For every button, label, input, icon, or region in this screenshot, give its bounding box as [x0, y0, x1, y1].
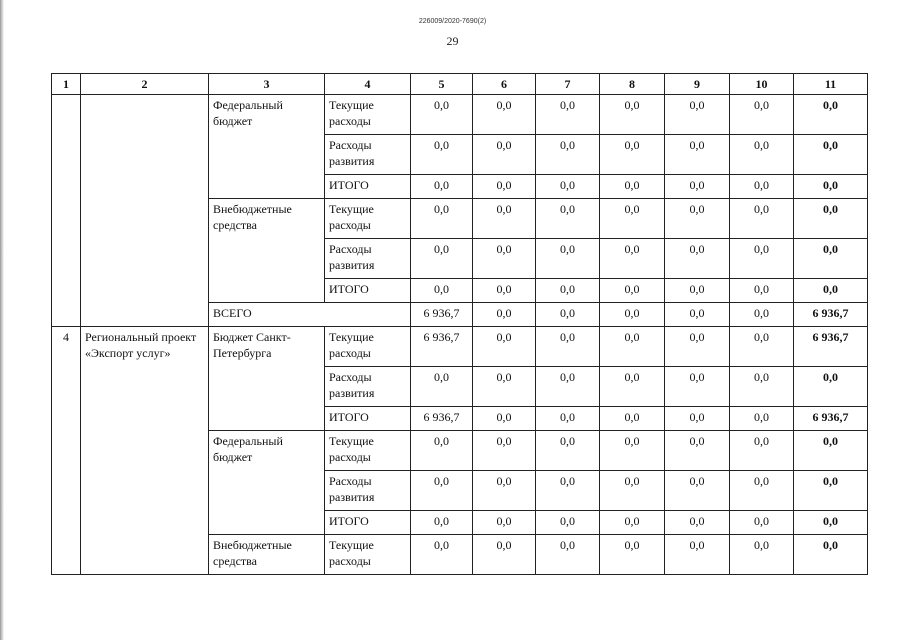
col-header: 8 [600, 74, 665, 95]
col-header: 2 [81, 74, 209, 95]
project-cell [81, 95, 209, 327]
value-cell: 0,0 [536, 175, 600, 199]
value-cell: 0,0 [665, 279, 730, 303]
value-cell: 6 936,7 [411, 327, 473, 367]
value-cell: 0,0 [600, 471, 665, 511]
value-cell: 0,0 [411, 367, 473, 407]
col-header: 7 [536, 74, 600, 95]
expense-type-cell: Расходы развития [325, 367, 411, 407]
table-row [52, 95, 868, 135]
col-header: 4 [325, 74, 411, 95]
value-cell: 0,0 [536, 367, 600, 407]
value-cell: 0,0 [536, 279, 600, 303]
value-cell: 0,0 [730, 535, 794, 575]
total-cell: 0,0 [794, 279, 868, 303]
value-cell: 0,0 [411, 431, 473, 471]
value-cell: 0,0 [665, 407, 730, 431]
total-cell: 0,0 [794, 95, 868, 135]
value-cell: 0,0 [600, 303, 665, 327]
value-cell: 0,0 [730, 303, 794, 327]
expense-type-cell: ИТОГО [325, 279, 411, 303]
value-cell: 0,0 [473, 407, 536, 431]
value-cell: 0,0 [730, 511, 794, 535]
expense-type-cell: Расходы развития [325, 239, 411, 279]
total-cell: 0,0 [794, 239, 868, 279]
value-cell: 0,0 [536, 303, 600, 327]
total-cell: 0,0 [794, 471, 868, 511]
value-cell: 0,0 [536, 511, 600, 535]
number-cell: 4 [52, 327, 81, 575]
value-cell: 0,0 [665, 95, 730, 135]
value-cell: 0,0 [536, 471, 600, 511]
value-cell: 0,0 [536, 535, 600, 575]
value-cell: 0,0 [536, 431, 600, 471]
value-cell: 0,0 [600, 239, 665, 279]
value-cell: 0,0 [536, 407, 600, 431]
value-cell: 0,0 [665, 535, 730, 575]
value-cell: 0,0 [665, 135, 730, 175]
value-cell: 0,0 [665, 471, 730, 511]
expense-type-cell: Расходы развития [325, 135, 411, 175]
col-header: 11 [794, 74, 868, 95]
total-cell: 6 936,7 [794, 407, 868, 431]
col-header: 10 [730, 74, 794, 95]
value-cell: 0,0 [665, 175, 730, 199]
funding-source-cell: Федеральный бюджет [209, 95, 325, 199]
value-cell: 0,0 [411, 471, 473, 511]
value-cell: 0,0 [600, 431, 665, 471]
value-cell: 0,0 [600, 511, 665, 535]
total-cell: 0,0 [794, 511, 868, 535]
expense-type-cell: ИТОГО [325, 511, 411, 535]
value-cell: 0,0 [730, 367, 794, 407]
value-cell: 0,0 [600, 407, 665, 431]
value-cell: 0,0 [665, 199, 730, 239]
table-row [52, 327, 868, 367]
value-cell: 0,0 [473, 135, 536, 175]
total-cell: 0,0 [794, 199, 868, 239]
value-cell: 0,0 [411, 175, 473, 199]
expense-type-cell: ИТОГО [325, 407, 411, 431]
value-cell: 0,0 [600, 135, 665, 175]
expense-type-cell: Текущие расходы [325, 535, 411, 575]
value-cell: 0,0 [536, 135, 600, 175]
value-cell: 0,0 [600, 279, 665, 303]
total-cell: 6 936,7 [794, 303, 868, 327]
value-cell: 0,0 [411, 239, 473, 279]
value-cell: 0,0 [600, 327, 665, 367]
value-cell: 6 936,7 [411, 303, 473, 327]
value-cell: 0,0 [536, 95, 600, 135]
col-header: 5 [411, 74, 473, 95]
page-number: 29 [446, 34, 459, 48]
expense-type-cell: ИТОГО [325, 175, 411, 199]
value-cell: 0,0 [665, 367, 730, 407]
document-id: 226009/2020-7690(2) [418, 18, 487, 25]
value-cell: 0,0 [600, 199, 665, 239]
value-cell: 0,0 [473, 303, 536, 327]
expense-type-cell: Расходы развития [325, 471, 411, 511]
value-cell: 0,0 [600, 95, 665, 135]
grand-total-label: ВСЕГО [209, 303, 411, 327]
expense-type-cell: Текущие расходы [325, 327, 411, 367]
expense-type-cell: Текущие расходы [325, 199, 411, 239]
value-cell: 0,0 [473, 511, 536, 535]
value-cell: 0,0 [536, 199, 600, 239]
total-cell: 6 936,7 [794, 327, 868, 367]
value-cell: 0,0 [730, 279, 794, 303]
value-cell: 0,0 [730, 327, 794, 367]
col-header: 1 [52, 74, 81, 95]
value-cell: 0,0 [600, 367, 665, 407]
value-cell: 0,0 [473, 471, 536, 511]
value-cell: 0,0 [665, 511, 730, 535]
funding-source-cell: Внебюджетные средства [209, 199, 325, 303]
number-cell [52, 95, 81, 327]
value-cell: 0,0 [730, 471, 794, 511]
total-cell: 0,0 [794, 431, 868, 471]
value-cell: 0,0 [665, 239, 730, 279]
value-cell: 0,0 [730, 135, 794, 175]
col-header: 3 [209, 74, 325, 95]
value-cell: 0,0 [411, 95, 473, 135]
value-cell: 0,0 [600, 175, 665, 199]
value-cell: 0,0 [730, 95, 794, 135]
value-cell: 0,0 [473, 431, 536, 471]
value-cell: 0,0 [473, 279, 536, 303]
value-cell: 0,0 [411, 135, 473, 175]
value-cell: 0,0 [730, 431, 794, 471]
funding-source-cell: Внебюджетные средства [209, 535, 325, 575]
project-cell: Региональный проект «Экспорт услуг» [81, 327, 209, 575]
value-cell: 0,0 [473, 199, 536, 239]
value-cell: 0,0 [730, 407, 794, 431]
col-header: 9 [665, 74, 730, 95]
value-cell: 0,0 [473, 175, 536, 199]
value-cell: 0,0 [473, 535, 536, 575]
value-cell: 0,0 [411, 199, 473, 239]
expense-type-cell: Текущие расходы [325, 95, 411, 135]
value-cell: 0,0 [411, 511, 473, 535]
header-row [52, 74, 868, 95]
value-cell: 0,0 [411, 279, 473, 303]
value-cell: 0,0 [665, 327, 730, 367]
funding-source-cell: Федеральный бюджет [209, 431, 325, 535]
value-cell: 0,0 [536, 239, 600, 279]
value-cell: 0,0 [473, 367, 536, 407]
expense-type-cell: Текущие расходы [325, 431, 411, 471]
value-cell: 0,0 [473, 95, 536, 135]
value-cell: 0,0 [665, 431, 730, 471]
budget-table [51, 73, 868, 575]
funding-source-cell: Бюджет Санкт-Петербурга [209, 327, 325, 431]
total-cell: 0,0 [794, 175, 868, 199]
value-cell: 0,0 [473, 239, 536, 279]
total-cell: 0,0 [794, 535, 868, 575]
value-cell: 0,0 [600, 535, 665, 575]
value-cell: 0,0 [730, 175, 794, 199]
value-cell: 0,0 [730, 199, 794, 239]
col-header: 6 [473, 74, 536, 95]
value-cell: 0,0 [730, 239, 794, 279]
total-cell: 0,0 [794, 367, 868, 407]
scan-edge [0, 0, 4, 640]
value-cell: 0,0 [665, 303, 730, 327]
value-cell: 0,0 [473, 327, 536, 367]
total-cell: 0,0 [794, 135, 868, 175]
value-cell: 6 936,7 [411, 407, 473, 431]
value-cell: 0,0 [536, 327, 600, 367]
value-cell: 0,0 [411, 535, 473, 575]
